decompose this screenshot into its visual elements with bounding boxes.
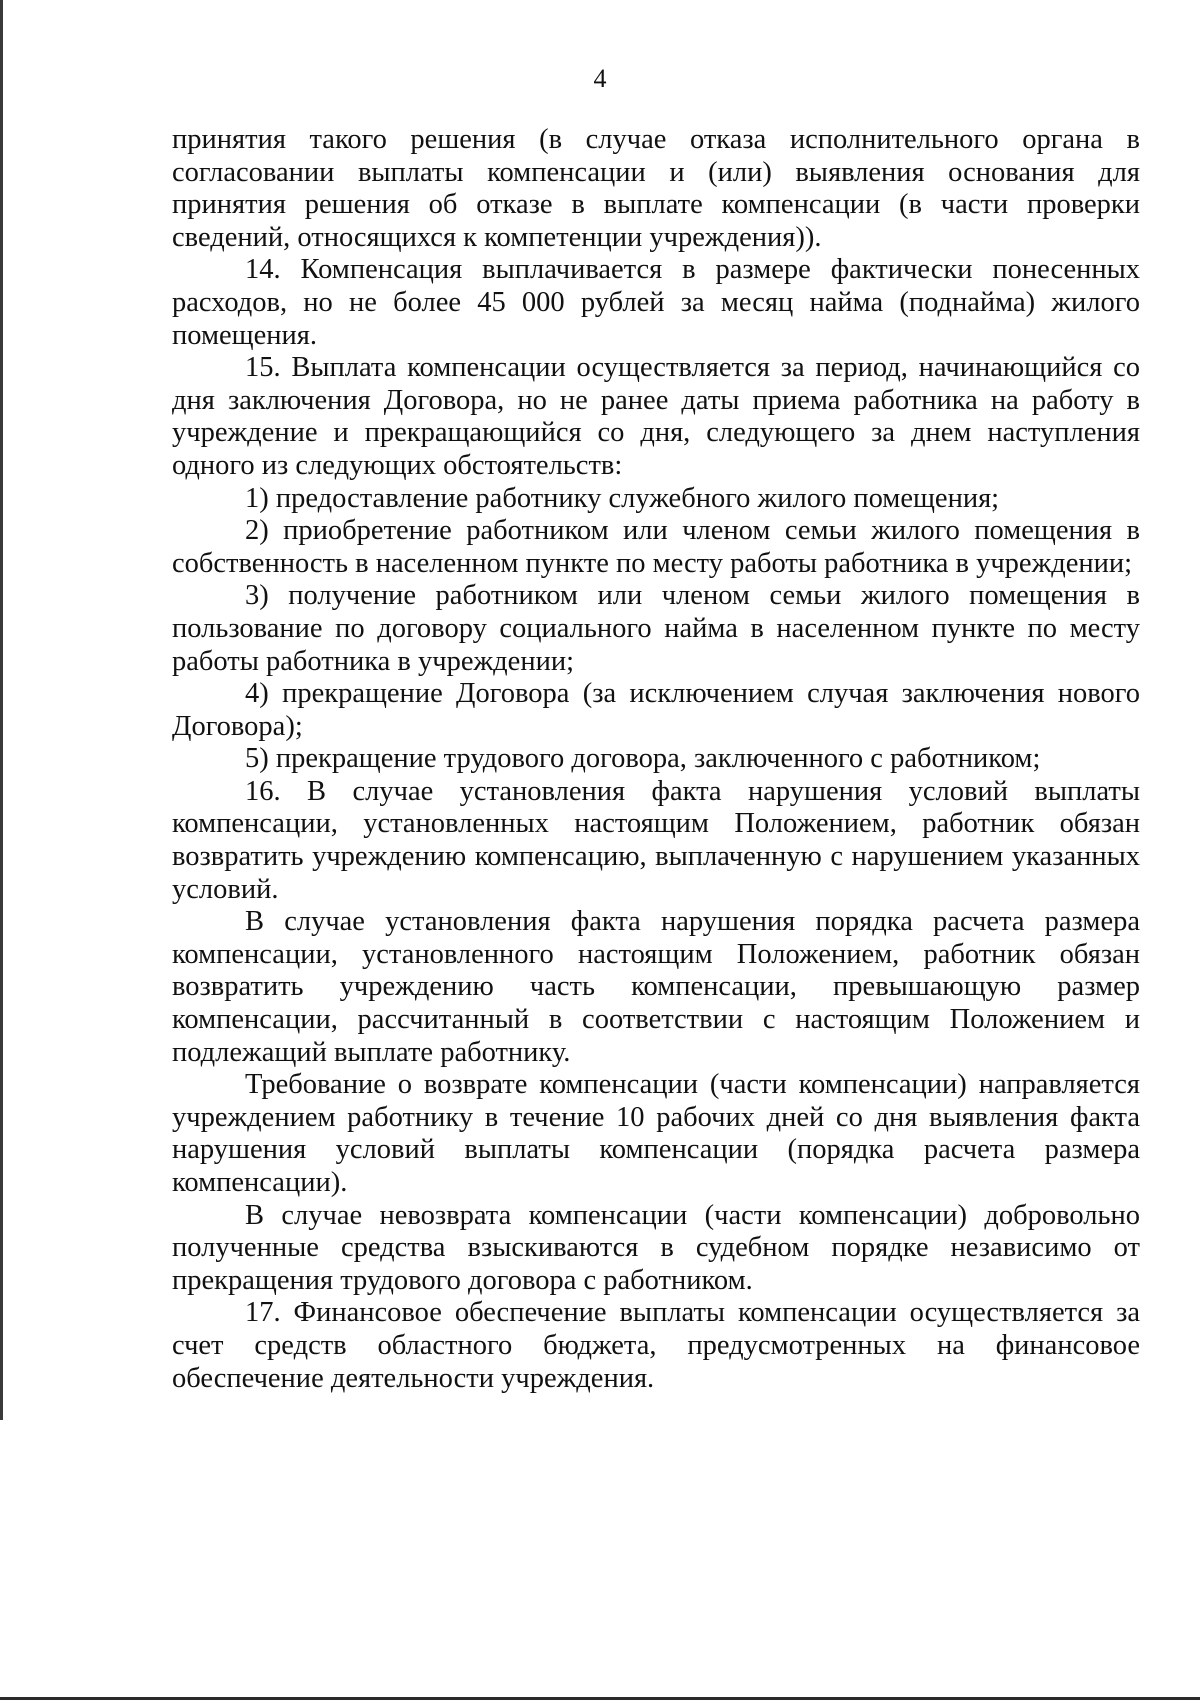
paragraph-return-demand: Требование о возврате компенсации (части компенсации) направляется учреждением работнику в течение 10 рабочих дней со дня выявления факта нарушения условий выплаты компенсации (порядка расчета размера компенсации). (172, 1069, 1140, 1198)
paragraph-item-17: 17. Финансовое обеспечение выплаты компенсации осуществляется за счет средств областного бюджета, предусмотренных на финансовое обеспечение деятельности учреждения. (172, 1297, 1140, 1394)
scan-bottom-edge (0, 1697, 1200, 1700)
paragraph-calculation-violation: В случае установления факта нарушения порядка расчета размера компенсации, установленного настоящим Положением, работник обязан возвратить учреждению часть компенсации, превышающую размер компенсации, рассчитанный в соответствии с настоящим Положением и подлежащий выплате работнику. (172, 906, 1140, 1068)
paragraph-item-16: 16. В случае установления факта нарушения условий выплаты компенсации, установленных настоящим Положением, работник обязан возвратить учреждению компенсацию, выплаченную с нарушением указанных условий. (172, 775, 1140, 905)
list-item-5: 5) прекращение трудового договора, заключенного с работником; (245, 743, 1041, 775)
paragraph-item-15: 15. Выплата компенсации осуществляется за период, начинающийся со дня заключения Договора, но не ранее даты приема работника на работу в учреждение и прекращающийся со дня, следующего за днем наступления одного из следующих обстоятельств: (172, 352, 1140, 481)
list-item-3: 3) получение работником или членом семьи жилого помещения в пользование по договору социального найма в населенном пункте по месту работы работника в учреждении; (172, 580, 1140, 677)
list-item-2: 2) приобретение работником или членом семьи жилого помещения в собственность в населенном пункте по месту работы работника в учреждении; (172, 515, 1140, 579)
paragraph-court-recovery: В случае невозврата компенсации (части компенсации) добровольно полученные средства взыскиваются в судебном порядке независимо от прекращения трудового договора с работником. (172, 1199, 1140, 1296)
page-number: 4 (593, 64, 607, 93)
paragraph-item-14: 14. Компенсация выплачивается в размере фактически понесенных расходов, но не более 45 000 рублей за месяц найма (поднайма) жилого помещения. (172, 254, 1140, 351)
paragraph-continuation: принятия такого решения (в случае отказа исполнительного органа в согласовании выплаты компенсации и (или) выявления основания для принятия решения об отказе в выплате компенсации (в части проверки сведений, относящихся к компетенции учреждения)). (172, 124, 1140, 253)
list-item-1: 1) предоставление работнику служебного жилого помещения; (245, 482, 1000, 514)
document-body (172, 124, 1140, 1395)
scan-left-edge (0, 0, 3, 1420)
list-item-4: 4) прекращение Договора (за исключением случая заключения нового Договора); (172, 678, 1140, 742)
